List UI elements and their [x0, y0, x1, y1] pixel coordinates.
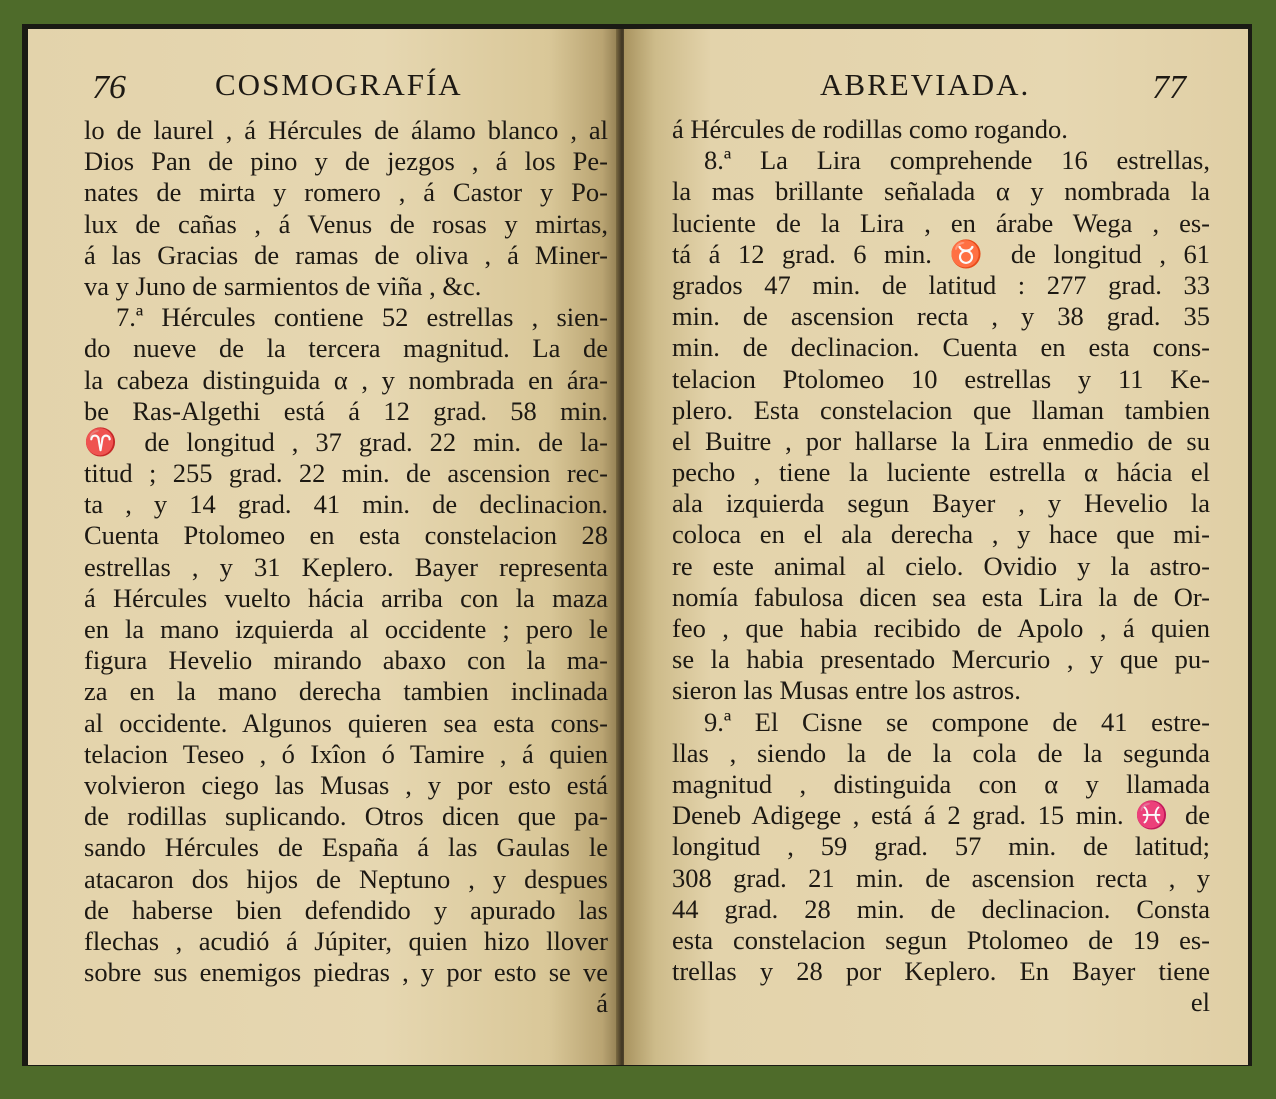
text-line: el Buitre , por hallarse la Lira enmedio de su — [672, 425, 1210, 456]
text-line: nates de mirta y romero , á Castor y Po- — [84, 177, 608, 208]
text-line: llas , siendo la de la cola de la segunda — [672, 737, 1210, 768]
text-line: sobre sus enemigos piedras , y por esto se ve — [84, 957, 608, 988]
text-line: al occidente. Algunos quieren sea esta cons- — [84, 707, 608, 738]
text-line: 8.ª La Lira comprehende 16 estrellas, — [704, 145, 1210, 176]
text-line: telacion Ptolomeo 10 estrellas y 11 Ke- — [672, 363, 1210, 394]
text-line: lo de laurel , á Hércules de álamo blanco , al — [84, 115, 608, 145]
right-folio: 77 — [1152, 69, 1186, 106]
text-line: á Hércules de rodillas como rogando. — [672, 114, 1068, 144]
text-line: de haberse bien defendido y apurado las — [84, 894, 608, 925]
text-line: titud ; 255 grad. 22 min. de ascension rec- — [84, 458, 608, 489]
text-line: sieron las Musas entre los astros. — [672, 675, 1021, 706]
catchword: el — [1190, 987, 1210, 1018]
text-line: longitud , 59 grad. 57 min. de latitud; — [672, 831, 1210, 862]
text-line: volvieron ciego las Musas , y por esto está — [84, 769, 608, 800]
text-line: la mas brillante señalada α y nombrada la — [672, 176, 1210, 207]
text-line: tá á 12 grad. 6 min. ♉ de longitud , 61 — [672, 238, 1210, 269]
text-line: telacion Teseo , ó Ixîon ó Tamire , á quien — [84, 738, 608, 769]
text-line: 44 grad. 28 min. de declinacion. Consta — [672, 893, 1210, 924]
text-line: do nueve de la tercera magnitud. La de — [84, 333, 608, 364]
text-line: grados 47 min. de latitud : 277 grad. 33 — [672, 269, 1210, 300]
text-line: be Ras-Algethi está á 12 grad. 58 min. — [84, 395, 608, 426]
text-line: de rodillas suplicando. Otros dicen que pa- — [84, 801, 608, 832]
text-line: za en la mano derecha tambien inclinada — [84, 676, 608, 707]
right-page — [624, 29, 1248, 1065]
right-body-text — [672, 114, 1210, 1018]
text-line: min. de declinacion. Cuenta en esta cons- — [672, 332, 1210, 363]
text-line: magnitud , distinguida con α y llamada — [672, 768, 1210, 799]
catchword: á — [596, 988, 608, 1019]
text-line: 9.ª El Cisne se compone de 41 estre- — [704, 706, 1210, 737]
left-running-head: COSMOGRAFÍA — [215, 67, 463, 102]
text-line: Deneb Adigege , está á 2 grad. 15 min. ♓ de — [672, 800, 1210, 831]
text-line: ♈ de longitud , 37 grad. 22 min. de la- — [84, 426, 608, 457]
text-line: va y Juno de sarmientos de viña , &c. — [84, 270, 482, 301]
left-page — [28, 29, 620, 1065]
text-line: 308 grad. 21 min. de ascension recta , y — [672, 862, 1210, 893]
text-line: á Hércules vuelto hácia arriba con la maza — [84, 582, 608, 613]
text-line: 7.ª Hércules contiene 52 estrellas , sien- — [116, 302, 608, 333]
text-line: la cabeza distinguida α , y nombrada en ára- — [84, 364, 608, 395]
text-line: se la habia presentado Mercurio , y que pu- — [672, 644, 1210, 675]
text-line: pecho , tiene la luciente estrella α hácia el — [672, 457, 1210, 488]
left-body-text — [84, 115, 608, 1019]
text-line: re este animal al cielo. Ovidio y la astro- — [672, 550, 1210, 581]
text-line: feo , que habia recibido de Apolo , á quien — [672, 613, 1210, 643]
text-line: en la mano izquierda al occidente ; pero le — [84, 614, 608, 644]
right-running-head: ABREVIADA. — [820, 67, 1031, 102]
text-line: lux de cañas , á Venus de rosas y mirtas, — [84, 208, 608, 239]
text-line: estrellas , y 31 Keplero. Bayer representa — [84, 551, 608, 582]
left-folio: 76 — [92, 69, 126, 106]
text-line: nomía fabulosa dicen sea esta Lira la de Or- — [672, 581, 1210, 612]
text-line: atacaron dos hijos de Neptuno , y despues — [84, 863, 608, 894]
text-line: sando Hércules de España á las Gaulas le — [84, 832, 608, 863]
text-line: trellas y 28 por Keplero. En Bayer tiene — [672, 956, 1210, 987]
book-spread — [28, 29, 1248, 1065]
text-line: esta constelacion segun Ptolomeo de 19 es- — [672, 924, 1210, 955]
text-line: luciente de la Lira , en árabe Wega , es- — [672, 207, 1210, 238]
text-line: Cuenta Ptolomeo en esta constelacion 28 — [84, 520, 608, 551]
text-line: coloca en el ala derecha , y hace que mi- — [672, 519, 1210, 550]
text-line: á las Gracias de ramas de oliva , á Miner- — [84, 239, 608, 270]
text-line: plero. Esta constelacion que llaman tambien — [672, 394, 1210, 425]
text-line: figura Hevelio mirando abaxo con la ma- — [84, 645, 608, 676]
text-line: flechas , acudió á Júpiter, quien hizo llover — [84, 925, 608, 956]
text-line: ta , y 14 grad. 41 min. de declinacion. — [84, 489, 608, 520]
text-line: min. de ascension recta , y 38 grad. 35 — [672, 301, 1210, 332]
text-line: Dios Pan de pino y de jezgos , á los Pe- — [84, 146, 608, 177]
text-line: ala izquierda segun Bayer , y Hevelio la — [672, 488, 1210, 519]
